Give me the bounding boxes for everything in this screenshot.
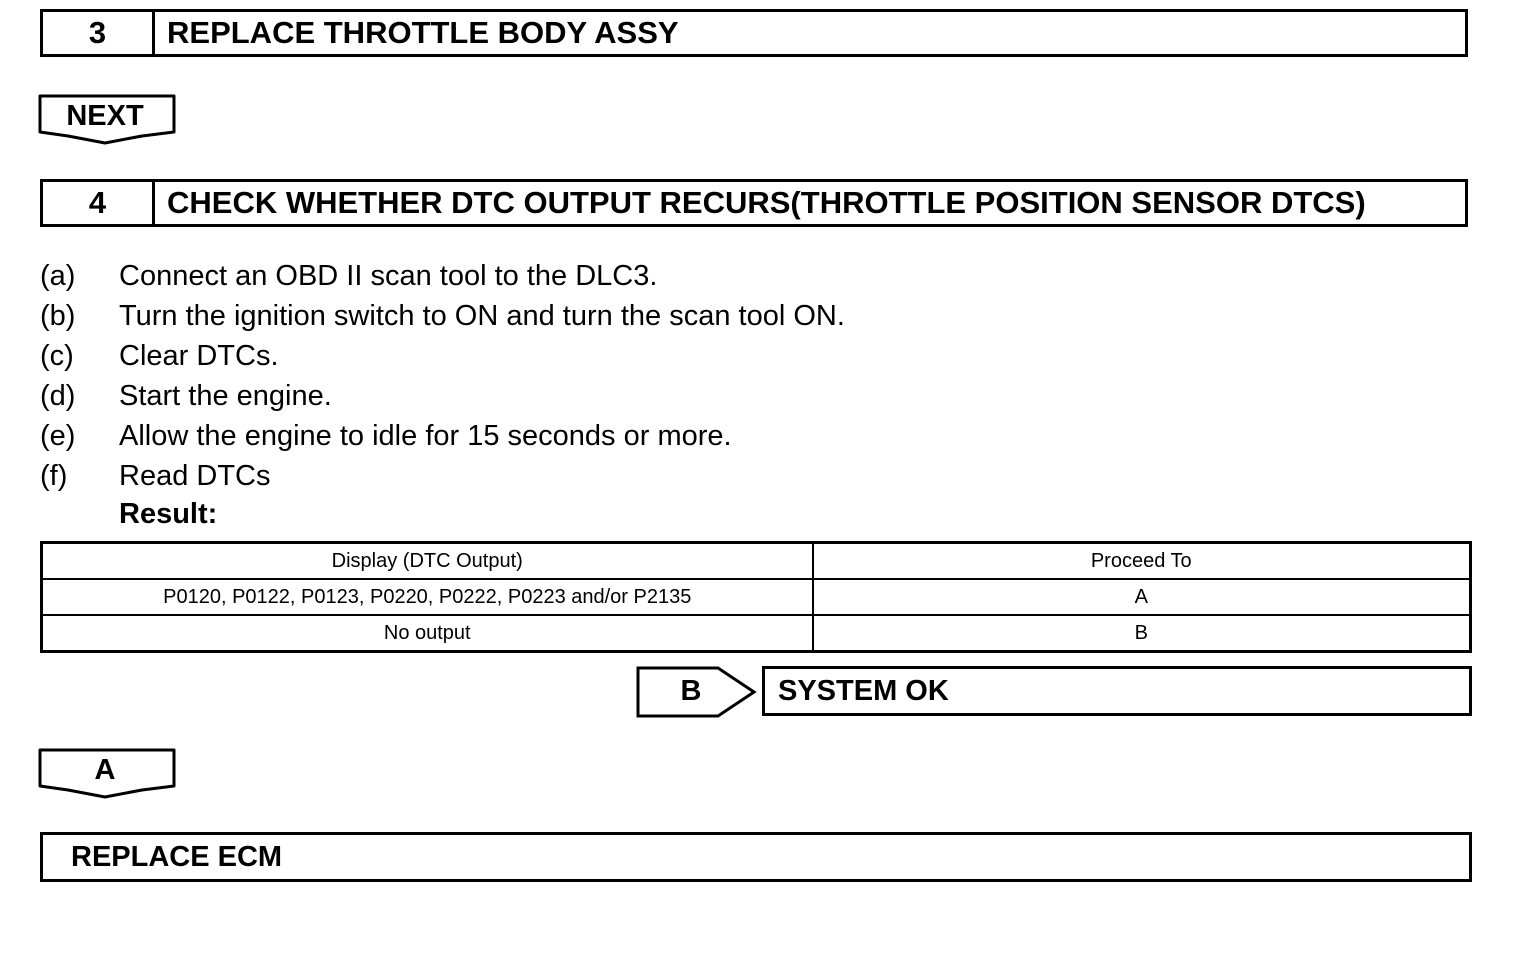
table-cell: No output: [42, 615, 813, 652]
table-header-row: [42, 543, 1471, 580]
step-text: Clear DTCs.: [119, 339, 279, 372]
table-cell: B: [813, 615, 1471, 652]
step-text: Connect an OBD II scan tool to the DLC3.: [119, 259, 658, 292]
step-label: (a): [40, 259, 76, 292]
procedure-step: [40, 376, 845, 416]
step-text: Read DTCs: [119, 459, 271, 492]
branch-b-tag: [636, 666, 760, 718]
step-3-title: REPLACE THROTTLE BODY ASSY: [167, 15, 679, 50]
next-flow-tag: [38, 94, 176, 146]
procedure-step: [40, 416, 845, 456]
table-cell: A: [813, 579, 1471, 615]
column-header-proceed: Proceed To: [813, 543, 1471, 580]
step-text: Start the engine.: [119, 379, 332, 412]
step-text: Allow the engine to idle for 15 seconds or more.: [119, 419, 732, 452]
replace-ecm-box: REPLACE ECM: [40, 832, 1472, 882]
step-3-number: 3: [43, 12, 155, 54]
step-4-header: [40, 179, 1468, 227]
procedure-step: [40, 336, 845, 376]
step-4-title: CHECK WHETHER DTC OUTPUT RECURS(THROTTLE POSITION SENSOR DTCS): [167, 185, 1366, 220]
procedure-step: [40, 296, 845, 336]
table-cell: P0120, P0122, P0123, P0220, P0222, P0223 and/or P2135: [42, 579, 813, 615]
branch-a-flow-tag: [38, 748, 176, 800]
step-label: (d): [40, 379, 76, 412]
result-label: Result:: [119, 498, 218, 530]
result-table: [40, 541, 1472, 653]
step-label: (c): [40, 339, 74, 372]
branch-b-label: B: [680, 675, 702, 707]
step-label: (b): [40, 299, 76, 332]
table-row: [42, 615, 1471, 652]
step-label: (e): [40, 419, 76, 452]
system-ok-box: SYSTEM OK: [762, 666, 1472, 716]
step-4-number: 4: [43, 182, 155, 224]
column-header-display: Display (DTC Output): [42, 543, 813, 580]
procedure-step: [40, 456, 845, 496]
branch-a-label: A: [94, 754, 116, 786]
step-label: (f): [40, 459, 68, 492]
next-label: NEXT: [66, 100, 144, 132]
procedure-steps: [40, 256, 845, 496]
step-text: Turn the ignition switch to ON and turn the scan tool ON.: [119, 299, 845, 332]
step-3-header: [40, 9, 1468, 57]
procedure-step: [40, 256, 845, 296]
table-row: [42, 579, 1471, 615]
